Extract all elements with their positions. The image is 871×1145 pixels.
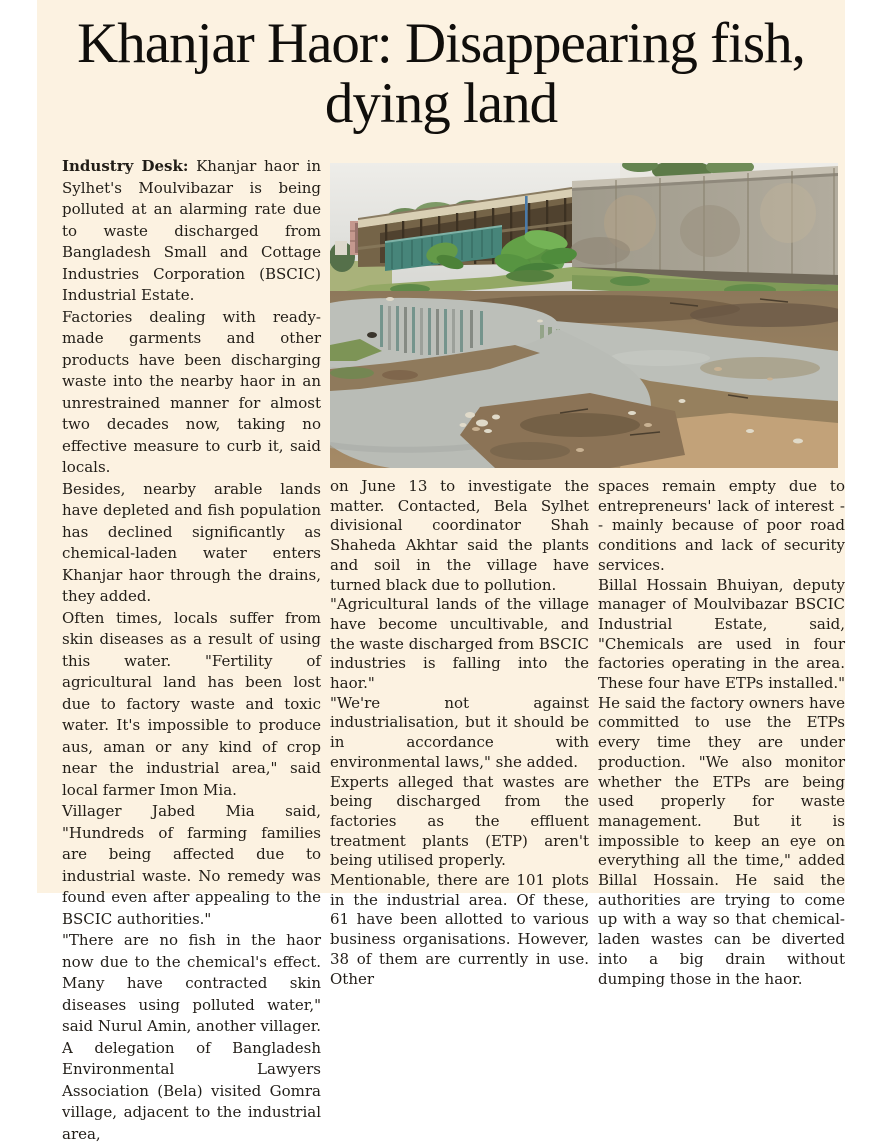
paragraph: "Agricultural lands of the village have become uncultivable, and the waste discharged from BSCIC industries is falling into the haor." bbox=[330, 595, 589, 693]
lead-paragraph bbox=[62, 156, 321, 307]
paragraph: "We're not against industrialisation, but it should be in accordance with environmental laws," she added. bbox=[330, 693, 589, 771]
headline: Khanjar Haor: Disappearing fish, dying land bbox=[77, 12, 805, 135]
paragraph: "There are no fish in the haor now due to the chemical's effect. Many have contracted skin diseases using polluted water," said Nurul Amin, another villager. A delegation of Bangladesh Environmental Lawyers Association (Bela) visited Gomra village, adjacent to the industrial area, bbox=[62, 931, 321, 1143]
polluted-haor-photo-illustration bbox=[330, 163, 838, 468]
industry-desk-label: Industry Desk: bbox=[62, 157, 189, 175]
article-photo bbox=[330, 163, 838, 468]
paragraph: Factories dealing with ready-made garments and other products have been discharging waste into the nearby haor in an unrestrained manner for almost two decades now, taking no effective measure to curb it, said locals. bbox=[62, 307, 321, 476]
article-column-2 bbox=[330, 477, 589, 989]
paragraph: on June 13 to investigate the matter. Contacted, Bela Sylhet divisional coordinator Shah Shaheda Akhtar said the plants and soil in the village have turned black due to pollution. bbox=[330, 477, 589, 594]
lead-text: Khanjar haor in Sylhet's Moulvibazar is being polluted at an alarming rate due to waste discharged from Bangladesh Small and Cottage Industries Corporation (BSCIC) Industrial Estate. bbox=[62, 157, 321, 304]
paragraph: Mentionable, there are 101 plots in the industrial area. Of these, 61 have been allotted to various business organisations. However, 38 of them are currently in use. Other bbox=[330, 871, 589, 988]
article-column-1 bbox=[62, 156, 321, 1145]
paragraph: Besides, nearby arable lands have depleted and fish population has declined significantly as chemical-laden water enters Khanjar haor through the drains, they added. bbox=[62, 479, 321, 605]
paragraph: spaces remain empty due to entrepreneurs' lack of interest -- mainly because of poor road conditions and lack of security services. bbox=[598, 477, 845, 574]
paragraph: Often times, locals suffer from skin diseases as a result of using this water. "Fertility of agricultural land has been lost due to factory waste and toxic water. It's impossible to produce aus, aman or any kind of crop near the industrial area," said local farmer Imon Mia. bbox=[62, 608, 321, 799]
paragraph: Experts alleged that wastes are being discharged from the factories as the effluent treatment plants (ETP) aren't being utilised properly. bbox=[330, 772, 589, 870]
paragraph: Billal Hossain Bhuiyan, deputy manager of Moulvibazar BSCIC Industrial Estate, said, "Chemicals are used in four factories operating in the area. These four have ETPs installed." He said the factory owners have committed to use the ETPs every time they are under production. "We also monitor whether the ETPs are being used properly for waste management. But it is impossible to keep an eye on everything all the time," added Billal Hossain. He said the authorities are trying to come up with a way so that chemical-laden wastes can be diverted into a big drain without dumping those in the haor. bbox=[598, 575, 845, 988]
newspaper-page bbox=[37, 0, 845, 1143]
article-column-3 bbox=[598, 477, 845, 989]
paragraph: Villager Jabed Mia said, "Hundreds of farming families are being affected due to industrial waste. No remedy was found even after appealing to the BSCIC authorities." bbox=[62, 802, 321, 928]
